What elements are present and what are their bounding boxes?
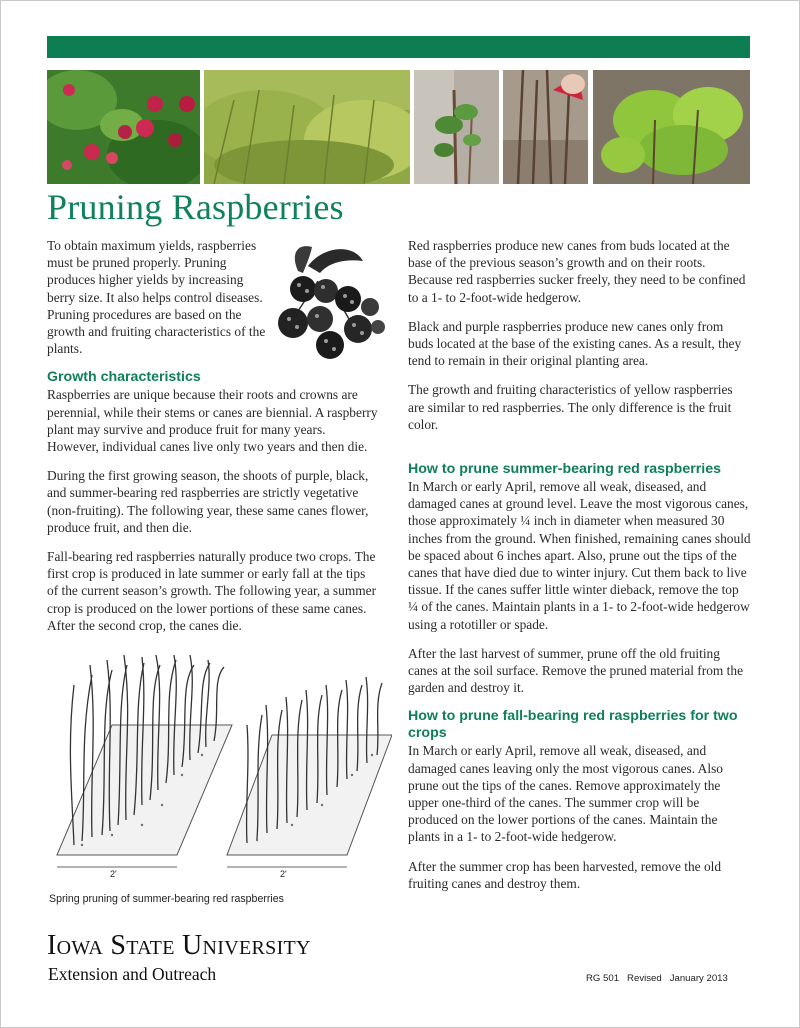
raspberry-fruit-photo (47, 70, 200, 184)
photo-strip (47, 70, 750, 184)
fall-heading: How to prune fall-bearing red raspberries for two crops (408, 708, 738, 742)
hedgerow-photo (204, 70, 410, 184)
right-paragraph-2: Black and purple raspberries produce new canes only from buds located at the base of the existing canes. As a result, they tend to remain in their original planting area. (408, 318, 742, 369)
right-paragraph-3: The growth and fruiting characteristics of yellow raspberries are similar to red raspberries. The only difference is the fruit color. (408, 382, 733, 432)
extension-subtitle: Extension and Outreach (48, 964, 217, 984)
fall-paragraph-1: In March or early April, remove all weak, diseased, and damaged canes leaving only the most vigorous canes. Also prune out the tips of the canes. Remove approximately the upper one-third of the canes. The summer crop will be produced on the lower portions of the canes. Maintain the plants in a 1- to 2-foot-wide hedgerow. (408, 743, 723, 845)
growth-heading: Growth characteristics (47, 369, 201, 386)
left-column (47, 237, 379, 646)
header-bar (47, 36, 750, 58)
university-logo-text: Iowa State University (47, 930, 311, 961)
growth-paragraph-3: Fall-bearing red raspberries naturally produce two crops. The first crop is produced in late summer or early fall at the tips of the current season’s growth. The following year, a summer crop is produced on the lower portions of these same canes. After the second crop, the canes die. (47, 549, 377, 633)
summer-heading: How to prune summer-bearing red raspberries (408, 461, 721, 478)
summer-paragraph-1: In March or early April, remove all weak, diseased, and damaged canes at ground level. Leave the most vigorous canes, those approximately ¼ inch in diameter when measured 30 inches from the ground. When finished, remaining canes should be spaced about 6 inches apart. Also, prune out the tips of the canes that have died due to winter injury. Cut them back to live tissue. If the canes suffer little winter dieback, remove the top ¼ of the canes. Maintain plants in a 1- to 2-foot-wide hedgerow using a rototiller or spade. (408, 479, 751, 632)
diagram-width-label-2: 2' (280, 869, 287, 879)
growth-paragraph-1: Raspberries are unique because their roots and crowns are perennial, while their stems or canes are biennial. A raspberry plant may survive and produce fruit for many years. However, individual canes live only two years and then die. (47, 387, 378, 455)
page-title: Pruning Raspberries (47, 187, 344, 227)
growth-paragraph-2: During the first growing season, the shoots of purple, black, and summer-bearing red raspberries are strictly vegetative (non-fruiting). The following year, these same canes flower, produce fruit, and then die. (47, 468, 369, 535)
pruning-shears-photo (503, 70, 588, 184)
pruning-diagram (52, 655, 392, 885)
intro-paragraph: To obtain maximum yields, raspberries must be pruned properly. Pruning produces higher yields by increasing berry size. It also helps control diseases. Pruning procedures are based on the growth and fruiting characteristics of the plants. (47, 238, 266, 357)
diagram-width-label-1: 2' (110, 869, 117, 879)
summer-paragraph-2: After the last harvest of summer, prune off the old fruiting canes at the soil surface. Remove the pruned material from the garden and destroy it. (408, 645, 744, 696)
right-column (408, 237, 751, 904)
leafy-canes-photo (593, 70, 750, 184)
diagram-caption: Spring pruning of summer-bearing red raspberries (49, 893, 284, 905)
cane-shoot-photo (414, 70, 499, 184)
right-paragraph-1: Red raspberries produce new canes from buds located at the base of the previous season’s growth and on their roots. Because red raspberries sucker freely, they need to be confined to a 1- to 2-foot-wide hedgerow. (408, 238, 746, 305)
fall-paragraph-2: After the summer crop has been harvested, remove the old fruiting canes and destroy them. (408, 858, 722, 891)
publication-reference: RG 501 Revised January 2013 (586, 973, 728, 984)
